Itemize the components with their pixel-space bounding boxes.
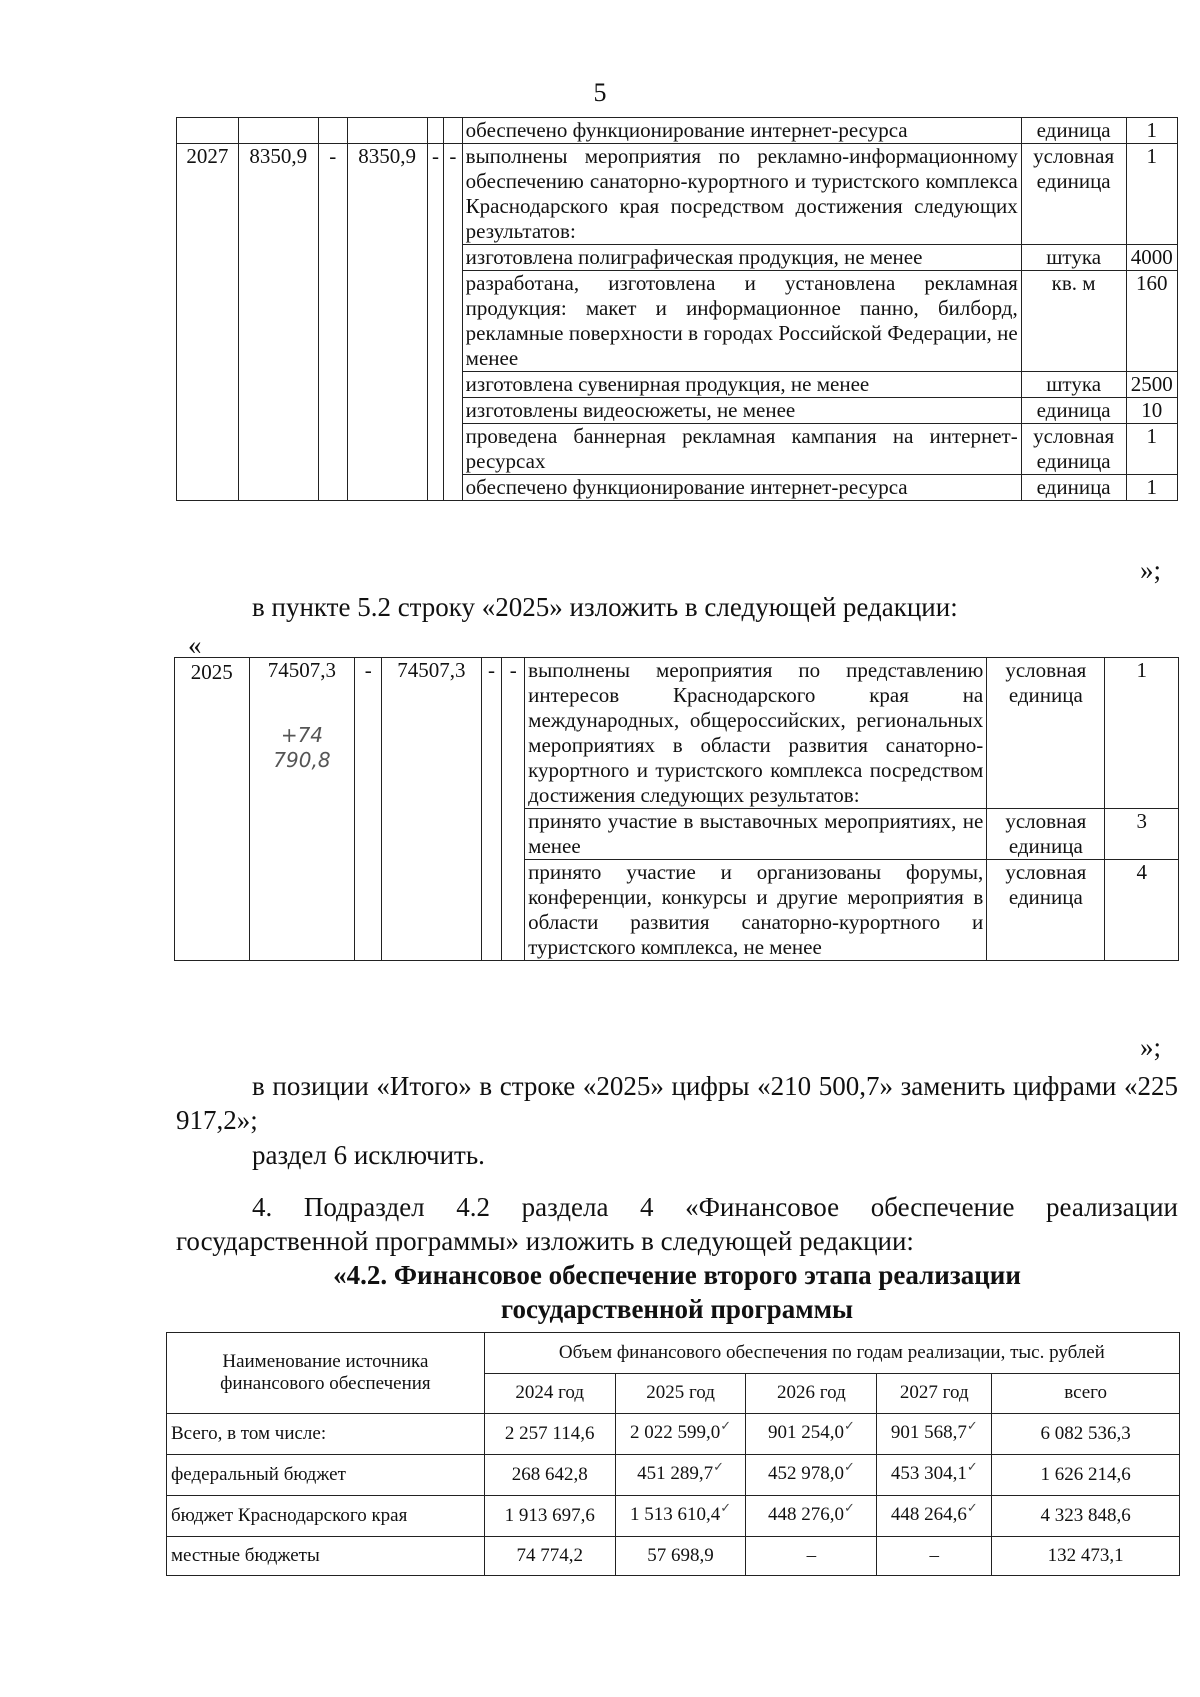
handwritten-annotation: +74 790,8 [273, 723, 331, 772]
table-row: обеспечено функционирование интернет-ресурса единица 1 [177, 475, 1178, 501]
section-heading-line1: «4.2. Финансовое обеспечение второго этапа реализации [333, 1260, 1021, 1290]
checkmark-icon: ✓ [843, 1501, 855, 1516]
close-quote-1: »; [1140, 555, 1162, 585]
total-value: 74507,3 [267, 658, 337, 682]
column-header-year: 2026 год [746, 1373, 877, 1414]
table-row: изготовлены видеосюжеты, не менее единица 10 [177, 398, 1178, 424]
column-header-total: всего [992, 1373, 1180, 1414]
checkmark-icon: ✓ [966, 1501, 978, 1516]
paragraph-itogo: в позиции «Итого» в строке «2025» цифры «210 500,7» заменить цифрами «225 917,2»; [176, 1071, 1178, 1135]
table-row: бюджет Краснодарского края 1 913 697,6 1 513 610,4✓ 448 276,0✓ 448 264,6✓ 4 323 848,6 [167, 1496, 1180, 1537]
column-header-year: 2024 год [484, 1373, 615, 1414]
checkmark-icon: ✓ [713, 1460, 724, 1475]
table-row: обеспечено функционирование интернет-ресурса единица 1 [177, 118, 1178, 144]
section-heading-line2: государственной программы [500, 1294, 854, 1324]
column-header-source: Наименование источника финансового обеспечения [167, 1333, 485, 1414]
checkmark-icon: ✓ [720, 1419, 732, 1434]
open-quote: « [188, 630, 202, 660]
paragraph-item-5-2: в пункте 5.2 строку «2025» изложить в следующей редакции: [252, 592, 958, 622]
financing-table [166, 1332, 1180, 1576]
checkmark-icon: ✓ [843, 1460, 855, 1475]
results-table-2025 [174, 657, 1179, 961]
page-number: 5 [593, 78, 607, 107]
year-cell: 2027 [177, 144, 239, 501]
table-row: разработана, изготовлена и установлена рекламная продукция: макет и информационное панно, билборд, рекламные поверхности в городах Российской Федерации, не менее кв. м 160 [177, 271, 1178, 372]
table-row: принято участие и организованы форумы, конференции, конкурсы и другие мероприятия в области развития санаторно-курортного и туристского комплекса, не менее условная единица 4 [175, 860, 1179, 961]
checkmark-icon: ✓ [966, 1419, 978, 1434]
close-quote-2: »; [1140, 1032, 1162, 1062]
column-header-year: 2027 год [877, 1373, 992, 1414]
year-cell: 2025 [175, 658, 250, 961]
paragraph-section-6: раздел 6 исключить. [252, 1140, 485, 1170]
table-row: проведена баннерная рекламная кампания на интернет-ресурсах условная единица 1 [177, 424, 1178, 475]
checkmark-icon: ✓ [720, 1501, 732, 1516]
checkmark-icon: ✓ [966, 1460, 978, 1475]
table-row: 2025 74507,3 +74 790,8 - 74507,3 - - выполнены мероприятия по представлению интересов Краснодарского края на международных, общероссийских, региональных мероприятиях в области развития санаторно-курортного и туристского комплекса посредством достижения следующих результатов: условная единица 1 [175, 658, 1179, 809]
table-row: изготовлена полиграфическая продукция, не менее штука 4000 [177, 245, 1178, 271]
column-header-year: 2025 год [615, 1373, 746, 1414]
table-header-row [167, 1333, 1180, 1374]
paragraph-item-4: 4. Подраздел 4.2 раздела 4 «Финансовое обеспечение реализации государственной программы» изложить в следующей редакции: [176, 1192, 1178, 1256]
results-table-2027 [176, 117, 1178, 501]
table-row: 2027 8350,9 - 8350,9 - - выполнены мероприятия по рекламно-информационному обеспечению санаторно-курортного и туристского комплекса Краснодарского края посредством достижения следующих результатов: условная единица 1 [177, 144, 1178, 245]
table-row: принято участие в выставочных мероприятиях, не менее условная единица 3 [175, 809, 1179, 860]
table-row: изготовлена сувенирная продукция, не менее штука 2500 [177, 372, 1178, 398]
checkmark-icon: ✓ [843, 1419, 855, 1434]
table-row: местные бюджеты 74 774,2 57 698,9 – – 132 473,1 [167, 1537, 1180, 1576]
column-header-group: Объем финансового обеспечения по годам реализации, тыс. рублей [484, 1333, 1179, 1374]
table-row: Всего, в том числе: 2 257 114,6 2 022 599,0✓ 901 254,0✓ 901 568,7✓ 6 082 536,3 [167, 1414, 1180, 1455]
table-row: федеральный бюджет 268 642,8 451 289,7✓ 452 978,0✓ 453 304,1✓ 1 626 214,6 [167, 1455, 1180, 1496]
